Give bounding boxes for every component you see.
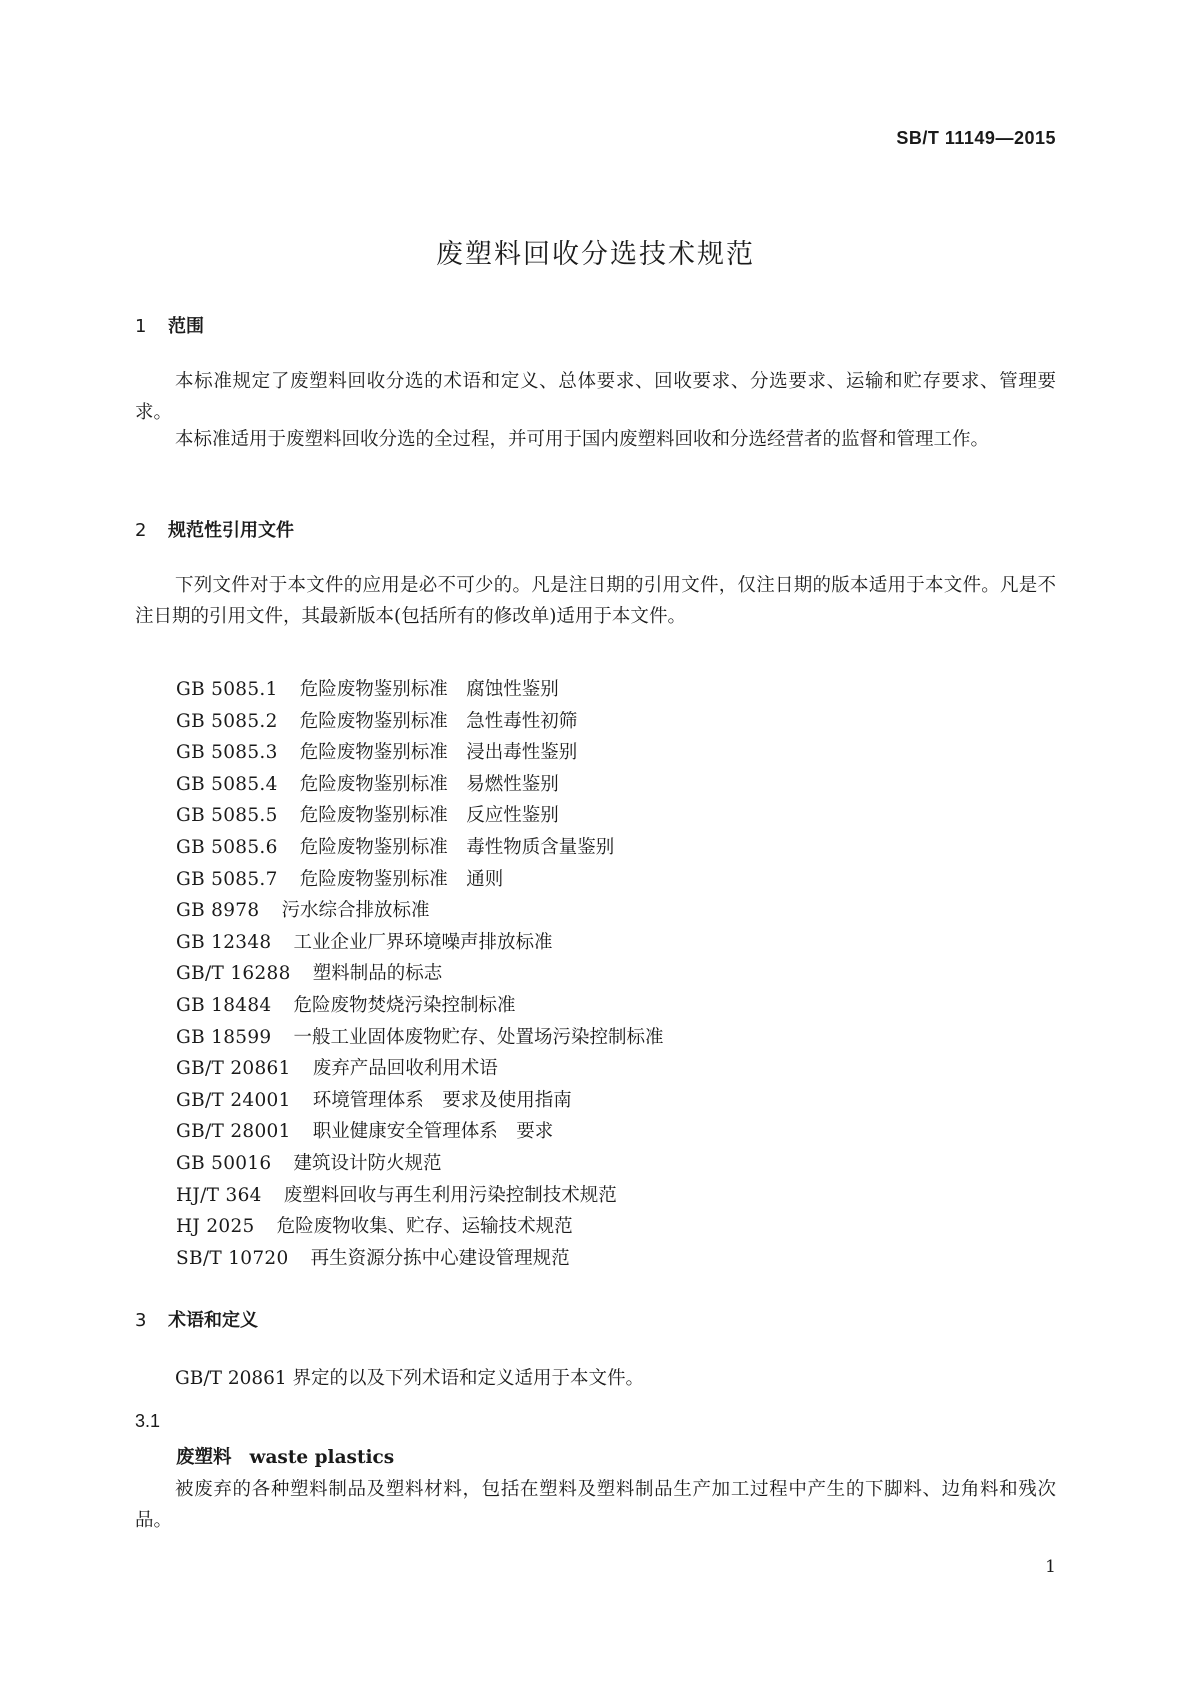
reference-code: GB 50016 bbox=[176, 1152, 272, 1174]
reference-code: GB 5085.2 bbox=[176, 710, 278, 732]
reference-item bbox=[176, 832, 664, 864]
section-title: 规范性引用文件 bbox=[168, 520, 294, 541]
reference-title: 再生资源分拣中心建设管理规范 bbox=[310, 1247, 570, 1269]
reference-code: GB/T 16288 bbox=[176, 963, 291, 985]
reference-title: 危险废物鉴别标准 反应性鉴别 bbox=[299, 805, 559, 827]
section-2-paragraph-1: 下列文件对于本文件的应用是必不可少的。凡是注日期的引用文件，仅注日期的版本适用于本文件。凡是不注日期的引用文件，其最新版本(包括所有的修改单)适用于本文件。 bbox=[135, 575, 1056, 627]
section-number: 2 bbox=[135, 520, 147, 541]
reference-item bbox=[176, 674, 664, 706]
reference-title: 一般工业固体废物贮存、处置场污染控制标准 bbox=[293, 1026, 664, 1048]
reference-item bbox=[176, 1053, 664, 1085]
section-1-heading bbox=[135, 312, 204, 338]
reference-code: GB 8978 bbox=[176, 900, 260, 922]
reference-item bbox=[176, 895, 664, 927]
reference-code: GB/T 24001 bbox=[176, 1089, 291, 1111]
reference-code: GB 12348 bbox=[176, 931, 272, 953]
reference-code: GB/T 28001 bbox=[176, 1121, 291, 1143]
reference-code: GB 5085.1 bbox=[176, 679, 278, 700]
reference-title: 危险废物鉴别标准 浸出毒性鉴别 bbox=[299, 742, 578, 764]
reference-title: 工业企业厂界环境噪声排放标准 bbox=[293, 931, 553, 953]
reference-title: 废塑料回收与再生利用污染控制技术规范 bbox=[283, 1184, 617, 1206]
section-3-paragraph-1: GB/T 20861 界定的以及下列术语和定义适用于本文件。 bbox=[175, 1368, 645, 1389]
normative-references-list bbox=[176, 674, 664, 1274]
section-1-paragraph-2: 本标准适用于废塑料回收分选的全过程，并可用于国内废塑料回收和分选经营者的监督和管理工作。 bbox=[175, 429, 990, 450]
reference-title: 危险废物鉴别标准 毒性物质含量鉴别 bbox=[299, 836, 615, 858]
reference-item bbox=[176, 1180, 664, 1212]
term-english: waste plastics bbox=[249, 1447, 395, 1468]
reference-title: 危险废物鉴别标准 通则 bbox=[299, 868, 504, 890]
clause-number: 3.1 bbox=[135, 1411, 161, 1431]
section-title: 术语和定义 bbox=[168, 1310, 258, 1331]
section-number: 3 bbox=[135, 1310, 147, 1331]
reference-item bbox=[176, 769, 664, 801]
reference-title: 建筑设计防火规范 bbox=[293, 1152, 442, 1174]
section-2-heading bbox=[135, 516, 294, 542]
reference-title: 危险废物焚烧污染控制标准 bbox=[293, 994, 516, 1016]
reference-item bbox=[176, 1116, 664, 1148]
reference-item bbox=[176, 706, 664, 738]
reference-code: GB/T 20861 bbox=[176, 1058, 291, 1080]
reference-title: 职业健康安全管理体系 要求 bbox=[312, 1121, 554, 1143]
reference-item bbox=[176, 1022, 664, 1054]
reference-title: 污水综合排放标准 bbox=[281, 900, 430, 922]
reference-item bbox=[176, 1243, 664, 1275]
reference-code: GB 18484 bbox=[176, 994, 272, 1016]
reference-item bbox=[176, 864, 664, 896]
reference-title: 环境管理体系 要求及使用指南 bbox=[312, 1089, 572, 1111]
reference-code: GB 5085.3 bbox=[176, 742, 278, 764]
term-definition: 被废弃的各种塑料制品及塑料材料，包括在塑料及塑料制品生产加工过程中产生的下脚料、边角料和残次品。 bbox=[135, 1479, 1056, 1531]
reference-item bbox=[176, 800, 664, 832]
standard-id: SB/T 11149—2015 bbox=[896, 128, 1056, 148]
reference-title: 废弃产品回收利用术语 bbox=[312, 1058, 498, 1080]
reference-code: GB 18599 bbox=[176, 1026, 272, 1048]
term-entry bbox=[176, 1443, 394, 1469]
reference-title: 危险废物鉴别标准 腐蚀性鉴别 bbox=[299, 679, 559, 700]
reference-item bbox=[176, 1211, 664, 1243]
reference-item bbox=[176, 737, 664, 769]
reference-title: 塑料制品的标志 bbox=[312, 963, 443, 985]
term-chinese: 废塑料 bbox=[176, 1447, 232, 1468]
reference-code: GB 5085.6 bbox=[176, 836, 278, 858]
reference-title: 危险废物收集、贮存、运输技术规范 bbox=[276, 1216, 573, 1238]
reference-item bbox=[176, 958, 664, 990]
section-3-heading bbox=[135, 1306, 258, 1332]
document-title: 废塑料回收分选技术规范 bbox=[436, 239, 755, 270]
reference-code: HJ 2025 bbox=[176, 1216, 255, 1238]
section-number: 1 bbox=[135, 316, 147, 337]
reference-code: GB 5085.7 bbox=[176, 868, 278, 890]
page-number: 1 bbox=[1045, 1557, 1056, 1577]
reference-code: SB/T 10720 bbox=[176, 1247, 289, 1269]
section-1-paragraph-1: 本标准规定了废塑料回收分选的术语和定义、总体要求、回收要求、分选要求、运输和贮存要求、管理要求。 bbox=[135, 371, 1056, 423]
reference-item bbox=[176, 1085, 664, 1117]
reference-item bbox=[176, 990, 664, 1022]
reference-title: 危险废物鉴别标准 急性毒性初筛 bbox=[299, 710, 578, 732]
section-title: 范围 bbox=[168, 316, 204, 337]
reference-code: GB 5085.4 bbox=[176, 773, 278, 795]
reference-item bbox=[176, 1148, 664, 1180]
reference-code: GB 5085.5 bbox=[176, 805, 278, 827]
reference-title: 危险废物鉴别标准 易燃性鉴别 bbox=[299, 773, 559, 795]
reference-code: HJ/T 364 bbox=[176, 1184, 262, 1206]
reference-item bbox=[176, 927, 664, 959]
